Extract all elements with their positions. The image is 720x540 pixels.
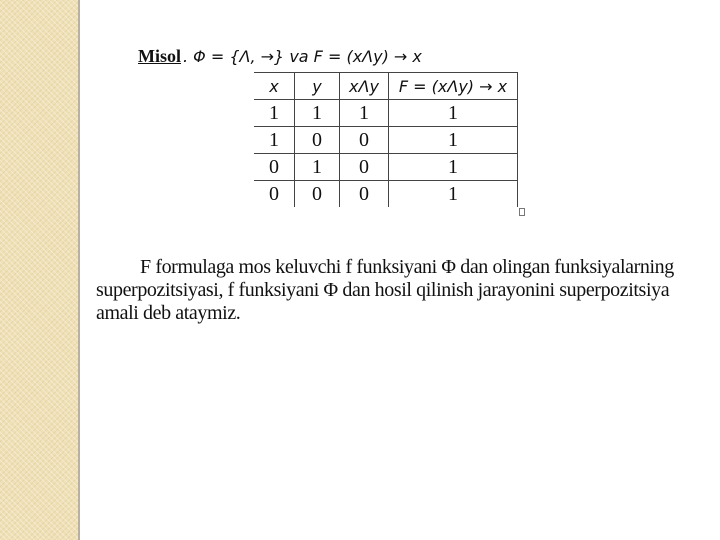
truth-table: [254, 72, 518, 207]
cell-y: 1: [295, 100, 340, 127]
cell-x: 0: [254, 154, 295, 181]
table-row: [254, 100, 518, 127]
side-divider: [78, 0, 80, 540]
decorative-side-strip: [0, 0, 78, 540]
cell-x-and-y: 1: [340, 100, 389, 127]
cell-x-and-y: 0: [340, 181, 389, 208]
cell-x: 0: [254, 181, 295, 208]
cell-y: 0: [295, 127, 340, 154]
table-row: [254, 181, 518, 208]
cell-f: 1: [389, 181, 518, 208]
table-header-row: [254, 73, 518, 100]
cell-x: 1: [254, 127, 295, 154]
cell-f: 1: [389, 100, 518, 127]
example-label: Misol: [138, 46, 181, 66]
table-row: [254, 154, 518, 181]
cell-f: 1: [389, 127, 518, 154]
cell-x-and-y: 0: [340, 154, 389, 181]
cell-y: 1: [295, 154, 340, 181]
header-f: F = (xΛy) → x: [389, 73, 518, 100]
example-heading: [138, 46, 422, 67]
body-paragraph: F formulaga mos keluvchi f funksiyani Φ dan olingan funksiyalarning superpozitsiyasi, f funksiyani Φ dan hosil qilinish jarayonini superpozitsiya amali deb ataymiz.: [96, 256, 674, 324]
cell-y: 0: [295, 181, 340, 208]
header-y: y: [295, 73, 340, 100]
example-formula: . Φ = {Λ, →} va F = (xΛy) → x: [183, 47, 422, 66]
cell-x: 1: [254, 100, 295, 127]
table-row: [254, 127, 518, 154]
cell-f: 1: [389, 154, 518, 181]
header-x: x: [254, 73, 295, 100]
header-x-and-y: xΛy: [340, 73, 389, 100]
resize-handle-mark: [519, 208, 525, 216]
cell-x-and-y: 0: [340, 127, 389, 154]
